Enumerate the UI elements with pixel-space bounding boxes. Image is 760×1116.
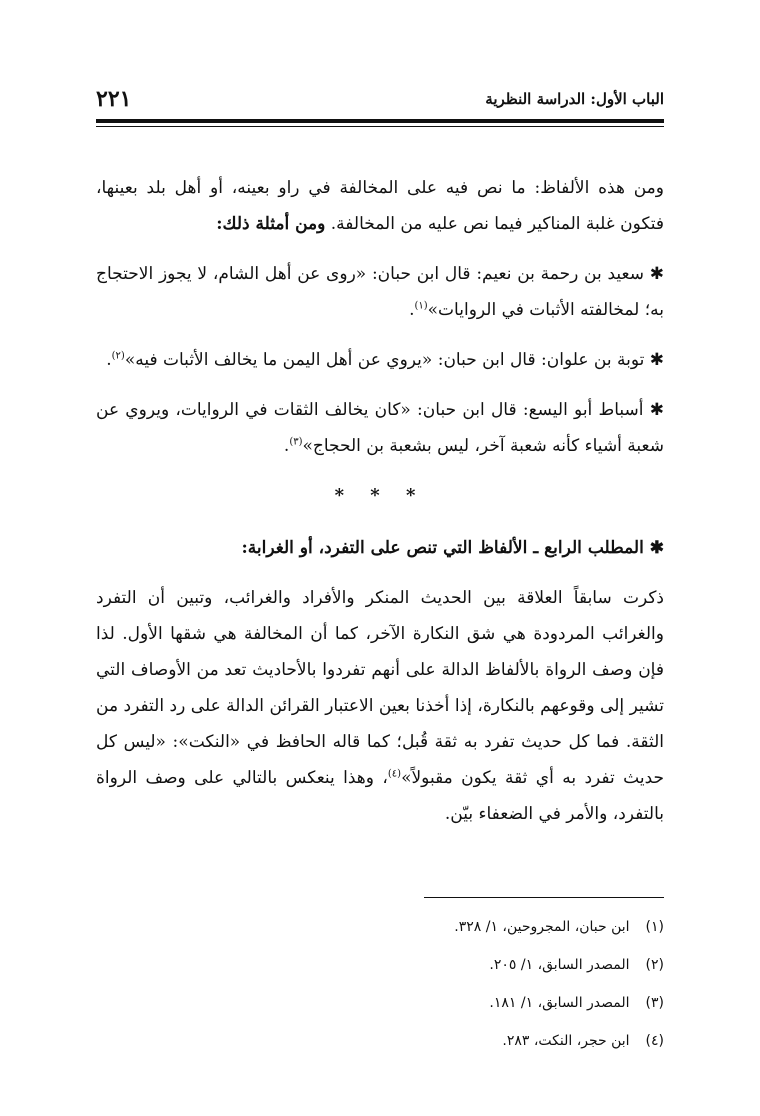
section-separator: * * * xyxy=(334,485,426,506)
footnote xyxy=(96,984,664,1022)
footnote-ref-1: (١) xyxy=(414,300,428,312)
page-number: ٢٢١ xyxy=(96,86,132,112)
example-text-2: قال ابن حبان: «يروي عن أهل اليمن ما يخالف الأثبات فيه» xyxy=(124,350,536,370)
footnote-text: ابن حجر، النكت، ٢٨٣. xyxy=(502,1033,630,1049)
narrator-name-2: توبة بن علوان: xyxy=(541,350,645,370)
paragraph-main xyxy=(96,580,664,832)
bullet-icon: ✱ xyxy=(644,264,665,284)
bullet-icon: ✱ xyxy=(644,350,664,370)
footnote-number: (٣) xyxy=(645,995,664,1011)
paragraph-intro xyxy=(96,170,664,242)
footnote-ref-3: (٣) xyxy=(289,436,303,448)
footnote-number: (٤) xyxy=(645,1033,664,1049)
narrator-name-3: أسباط أبو اليسع: xyxy=(522,400,644,420)
examples-lead: ومن أمثلة ذلك: xyxy=(216,214,326,234)
footnote xyxy=(96,1022,664,1060)
footnote xyxy=(96,908,664,946)
footnote-ref-4: (٤) xyxy=(387,768,402,780)
narrator-name-1: سعيد بن رحمة بن نعيم: xyxy=(476,264,644,284)
example-text-3: قال ابن حبان: «كان يخالف الثقات في الروايات، ويروي عن شعبة أشياء كأنه شعبة آخر، ليس بشعبة بن الحجاج» xyxy=(96,400,664,456)
header-rule-thin xyxy=(96,126,664,127)
footnote-ref-2: (٢) xyxy=(111,350,125,362)
footnotes xyxy=(96,908,664,1060)
example-text-1: قال ابن حبان: «روى عن أهل الشام، لا يجوز الاحتجاج به؛ لمخالفته الأثبات في الروايات» xyxy=(96,264,664,320)
footnote-text: ابن حبان، المجروحين، ١/ ٣٢٨. xyxy=(454,919,630,935)
section-heading-text: المطلب الرابع ـ الألفاظ التي تنص على التفرد، أو الغرابة: xyxy=(241,538,644,558)
footnote-number: (٢) xyxy=(645,957,664,973)
footnote xyxy=(96,946,664,984)
bullet-icon: ✱ xyxy=(643,400,664,420)
example-item-3: ✱ أسباط أبو اليسع: قال ابن حبان: «كان يخالف الثقات في الروايات، ويروي عن شعبة أشياء كأنه شعبة آخر، ليس بشعبة بن الحجاج»$^{(٣)}$. xyxy=(96,400,664,456)
footnote-text: المصدر السابق، ١/ ٢٠٥. xyxy=(489,957,630,973)
page-header xyxy=(96,86,664,116)
header-rule-thick xyxy=(96,119,664,123)
footnote-rule xyxy=(424,897,664,898)
bullet-icon: ✱ xyxy=(643,538,664,558)
footnote-number: (١) xyxy=(645,919,664,935)
section-heading xyxy=(96,530,664,566)
footnote-text: المصدر السابق، ١/ ١٨١. xyxy=(489,995,630,1011)
example-item-2: ✱ توبة بن علوان: قال ابن حبان: «يروي عن أهل اليمن ما يخالف الأثبات فيه»$^{(٢)}$. xyxy=(106,350,664,370)
intro-text: ومن هذه الألفاظ: ما نص فيه على المخالفة في راو بعينه، أو أهل بلد بعينها، فتكون غلبة المناكير فيما نص عليه من المخالفة. xyxy=(96,178,664,234)
body-text xyxy=(96,170,664,846)
chapter-title: الباب الأول: الدراسة النظرية xyxy=(485,90,664,108)
main-text-end: ، وهذا ينعكس بالتالي على وصف الرواة بالتفرد، والأمر في الضعفاء بيّن. xyxy=(96,768,664,824)
main-text: ذكرت سابقاً العلاقة بين الحديث المنكر والأفراد والغرائب، وتبين أن التفرد والغرائب المردودة هي شق النكارة الآخر، كما أن المخالفة هي شقها الأول. لذا فإن وصف الرواة بالألفاظ الدالة على أنهم تفردوا بالأحاديث تعد من الأوصاف التي تشير إلى وقوعهم بالنكارة، إذا أخذنا بعين الاعتبار القرائن الدالة على رد التفرد من الثقة. فما كل حديث تفرد به ثقة قُبل؛ كما قاله الحافظ في «النكت»: «ليس كل حديث تفرد به أي ثقة يكون مقبولاً» xyxy=(96,588,664,788)
example-item-1: ✱ سعيد بن رحمة بن نعيم: قال ابن حبان: «روى عن أهل الشام، لا يجوز الاحتجاج به؛ لمخالفته الأثبات في الروايات»$^{(١)}$. xyxy=(96,264,665,320)
